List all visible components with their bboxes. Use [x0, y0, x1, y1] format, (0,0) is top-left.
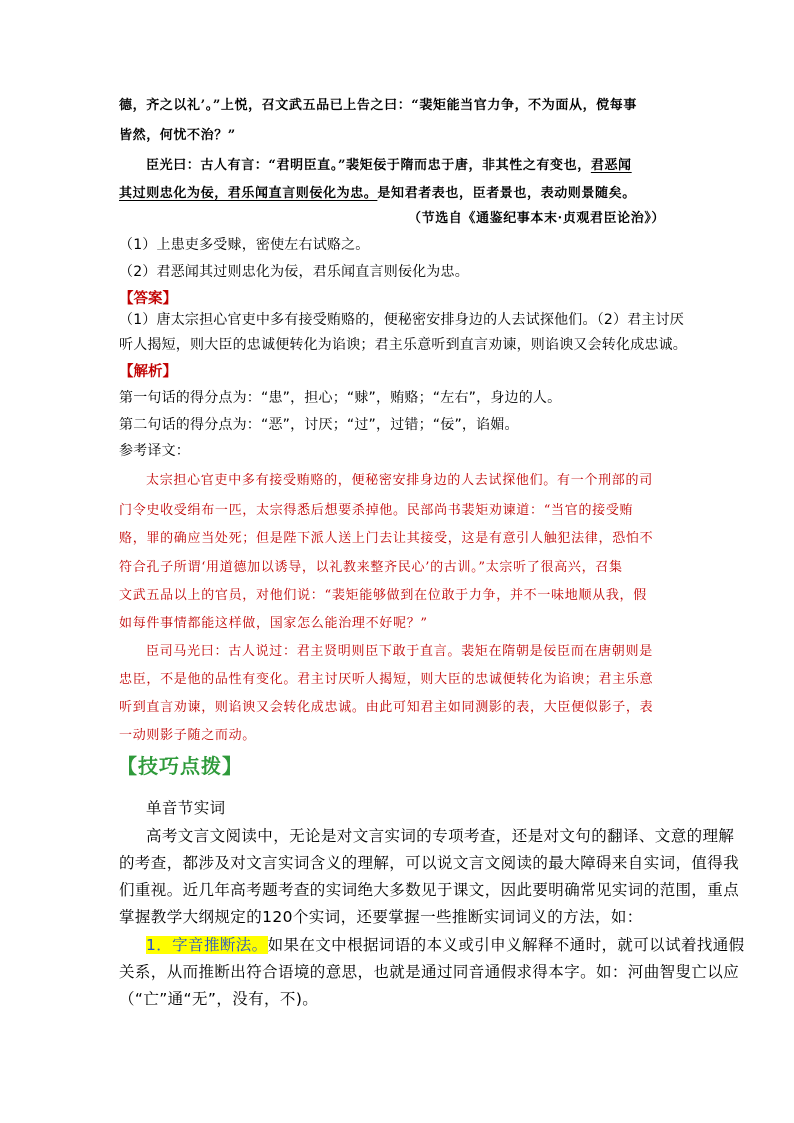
passage-line [146, 154, 632, 173]
reference-label: 参考译文： [119, 443, 190, 459]
tips-paragraph-line: 高考文言文阅读中，无论是对文言实词的专项考查，还是对文句的翻译、文意的理解 [146, 827, 735, 845]
tips-paragraph-line: 掌握教学大纲规定的120个实词，还要掌握一些推断实词词义的方法，如： [119, 908, 643, 926]
analysis-line: 第二句话的得分点为：“恶”，讨厌；“过”，过错；“佞”，谄媚。 [119, 417, 519, 433]
translation-line: 一动则影子随之而动。 [119, 728, 257, 743]
answer-line: 听人揭短，则大臣的忠诚便转化为谄谀；君主乐意听到直言劝谏，则谄谀又会转化成忠诚。 [119, 337, 687, 353]
answer-tag: 【答案】 [119, 291, 177, 307]
analysis-line: 第一句话的得分点为：“患”，担心；“赇”，贿赂；“左右”，身边的人。 [119, 390, 562, 406]
passage-text: 臣光曰：古人有言：“君明臣直。”裴矩佞于隋而忠于唐，非其性之有变也， [146, 158, 591, 173]
question-2: （2）君恶闻其过则忠化为佞，君乐闻直言则佞化为忠。 [119, 264, 469, 280]
subheading: 单音节实词 [146, 799, 226, 817]
passage-text: 是知君者表也，臣者景也，表动则景随矣。 [377, 186, 636, 201]
answer-line: （1）唐太宗担心官吏中多有接受贿赂的，便秘密安排身边的人去试探他们。（2）君主讨厌 [119, 312, 685, 328]
question-1: （1）上患吏多受赇，密使左右试赂之。 [119, 237, 370, 253]
section-heading: 【技巧点拨】 [117, 754, 243, 778]
translation-line: 太宗担心官吏中多有接受贿赂的，便秘密安排身边的人去试探他们。有一个刑部的司 [146, 473, 653, 488]
tips-paragraph-line: 们重视。近几年高考题考查的实词绝大多数见于课文，因此要明确常见实词的范围，重点 [119, 881, 740, 899]
translation-line: 臣司马光曰：古人说过：君主贤明则臣下敢于直言。裴矩在隋朝是佞臣而在唐朝则是 [146, 644, 653, 659]
underlined-text: 其过则忠化为佞，君乐闻直言则佞化为忠。 [119, 186, 378, 201]
translation-line: 赂，罪的确应当处死；但是陛下派人送上门去让其接受，这是有意引人触犯法律，恐怕不 [119, 531, 654, 546]
translation-line: 如每件事情都能这样做，国家怎么能治理不好呢？” [119, 616, 428, 631]
tips-paragraph-line: 关系，从而推断出符合语境的意思，也就是通过同音通假求得本字。如：河曲智叟亡以应 [119, 963, 740, 981]
translation-line: 门令史收受绢布一匹，太宗得悉后想要杀掉他。民部尚书裴矩劝谏道：“当官的接受贿 [119, 503, 634, 518]
underlined-text: 君恶闻 [590, 158, 632, 173]
passage-line [119, 182, 636, 201]
tips-paragraph-line: 的考查，都涉及对文言实词含义的理解，可以说文言文阅读的最大障碍来自实词，值得我 [119, 854, 740, 872]
passage-line: 德，齐之以礼’。”上悦，召文武五品已上告之曰：“裴矩能当官力争，不为面从，傥每事 [119, 98, 637, 113]
translation-line: 文武五品以上的官员，对他们说：“裴矩能够做到在位敢于力争，并不一味地顺从我，假 [119, 588, 647, 603]
tips-paragraph-line [146, 933, 745, 955]
tips-paragraph-line: （“亡”通“无”，没有，不)。 [119, 990, 319, 1008]
translation-line: 符合孔子所谓‘用道德加以诱导，以礼教来整齐民心’的古训。”太宗听了很高兴，召集 [119, 560, 623, 575]
method-text: 如果在文中根据词语的本义或引申义解释不通时，就可以试着找通假 [267, 936, 745, 954]
highlighted-method: 1．字音推断法。 [146, 936, 268, 954]
translation-line: 忠臣，不是他的品性有变化。君主讨厌听人揭短，则大臣的忠诚便转化为谄谀；君主乐意 [119, 672, 654, 687]
translation-line: 听到直言劝谏，则谄谀又会转化成忠诚。由此可知君主如同测影的表，大臣便似影子，表 [119, 700, 654, 715]
passage-line: 皆然，何忧不治？” [119, 128, 236, 143]
analysis-tag: 【解析】 [119, 364, 177, 380]
passage-source: （节选自《通鉴纪事本末·贞观君臣论治》） [408, 211, 666, 226]
